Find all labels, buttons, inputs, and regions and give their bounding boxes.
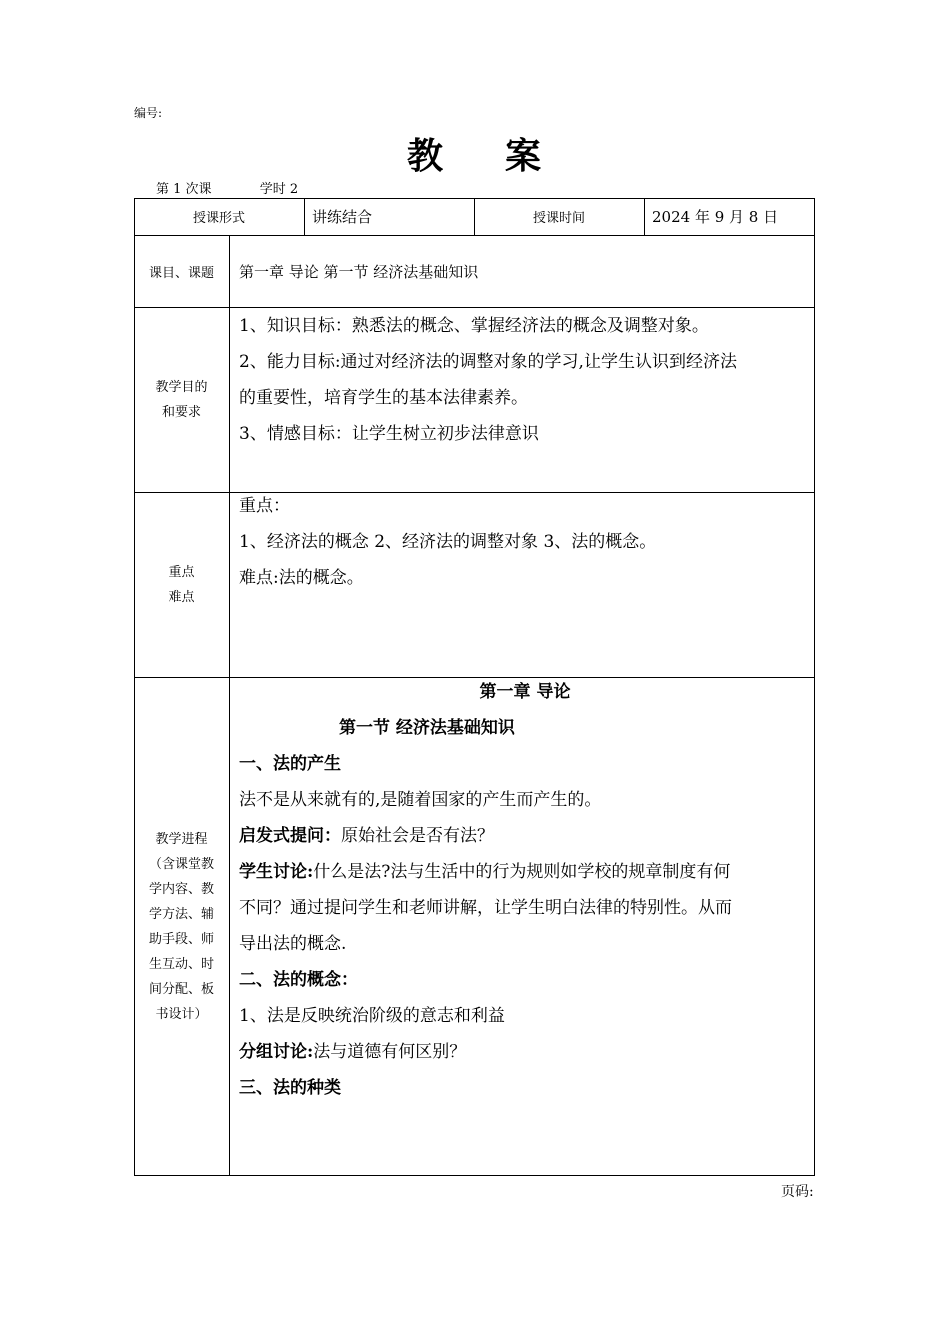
- heuristic-question-text: 原始社会是否有法？: [341, 826, 494, 846]
- key-point-line: 难点:法的概念。: [239, 568, 364, 588]
- key-point-line: 重点：: [239, 496, 290, 516]
- chapter-heading: 第一章 导论: [479, 682, 571, 702]
- key-point-line: 1、经济法的概念 2、经济法的调整对象 3、法的概念。: [239, 532, 657, 552]
- key-points-label-line-1: 重点: [168, 565, 195, 580]
- process-label-line: 学方法、辅: [148, 906, 214, 922]
- heading-concept-of-law: 二、法的概念：: [239, 970, 358, 990]
- subject-topic-label: 课目、课题: [148, 266, 214, 281]
- class-hours: 学时 2: [259, 182, 299, 197]
- teaching-mode-label: 授课形式: [192, 211, 245, 226]
- heuristic-question: [239, 818, 811, 854]
- page-number-label: 页码:: [781, 1184, 814, 1200]
- group-discussion-label: 分组讨论:: [239, 1042, 314, 1062]
- objectives-label: [134, 308, 229, 492]
- process-label-line: 书设计）: [155, 1006, 208, 1022]
- objective-line: 2、能力目标:通过对经济法的调整对象的学习,让学生认识到经济法: [239, 352, 737, 372]
- page-title: [0, 128, 950, 179]
- student-discussion-text: 什么是法?法与生活中的行为规则如学校的规章制度有何: [313, 862, 731, 882]
- heuristic-question-label: 启发式提问：: [239, 826, 341, 846]
- objectives-content: [239, 308, 811, 452]
- process-label: [134, 678, 229, 1175]
- title-char-2: 案: [505, 135, 544, 177]
- heading-origin-of-law: 一、法的产生: [239, 754, 341, 774]
- heading-types-of-law: 三、法的种类: [239, 1078, 341, 1098]
- process-label-line: 助手段、师: [148, 931, 214, 947]
- process-label-line: （含课堂教: [148, 856, 214, 872]
- objective-line: 的重要性，培育学生的基本法律素养。: [239, 388, 528, 408]
- lesson-plan-table: [134, 198, 815, 1176]
- student-discussion: [239, 854, 811, 890]
- process-label-line: 间分配、板: [148, 981, 214, 997]
- teaching-mode-value: 讲练结合: [312, 208, 373, 226]
- session-line: [156, 178, 302, 197]
- serial-number-label: 编号:: [134, 106, 163, 120]
- process-label-line: 学内容、教: [148, 881, 214, 897]
- subject-topic-value: 第一章 导论 第一节 经济法基础知识: [239, 263, 479, 281]
- key-points-label-line-2: 难点: [168, 590, 195, 605]
- objectives-label-line-2: 和要求: [161, 405, 201, 420]
- session-number: 第 1 次课: [156, 182, 212, 197]
- teaching-time-value: 2024 年 9 月 8 日: [652, 208, 779, 226]
- origin-paragraph: 法不是从来就有的,是随着国家的产生而产生的。: [239, 790, 602, 810]
- process-label-line: 教学进程: [155, 831, 208, 847]
- concept-paragraph: 1、法是反映统治阶级的意志和利益: [239, 1006, 505, 1026]
- key-points-label: [134, 493, 229, 677]
- process-content: [239, 674, 811, 1106]
- objectives-label-line-1: 教学目的: [155, 380, 208, 395]
- student-discussion-cont: 不同？通过提问学生和老师讲解，让学生明白法律的特别性。从而: [239, 898, 732, 918]
- objective-line: 3、情感目标：让学生树立初步法律意识: [239, 424, 539, 444]
- student-discussion-label: 学生讨论:: [239, 862, 314, 882]
- group-discussion-text: 法与道德有何区别？: [313, 1042, 467, 1062]
- key-points-content: [239, 488, 811, 596]
- group-discussion: [239, 1034, 811, 1070]
- teaching-time-label: 授课时间: [532, 211, 585, 226]
- title-char-1: 教: [406, 135, 445, 177]
- student-discussion-cont: 导出法的概念.: [239, 934, 347, 954]
- section-heading: 第一节 经济法基础知识: [339, 718, 515, 738]
- process-label-line: 生互动、时: [148, 956, 214, 972]
- objective-line: 1、知识目标：熟悉法的概念、掌握经济法的概念及调整对象。: [239, 316, 709, 336]
